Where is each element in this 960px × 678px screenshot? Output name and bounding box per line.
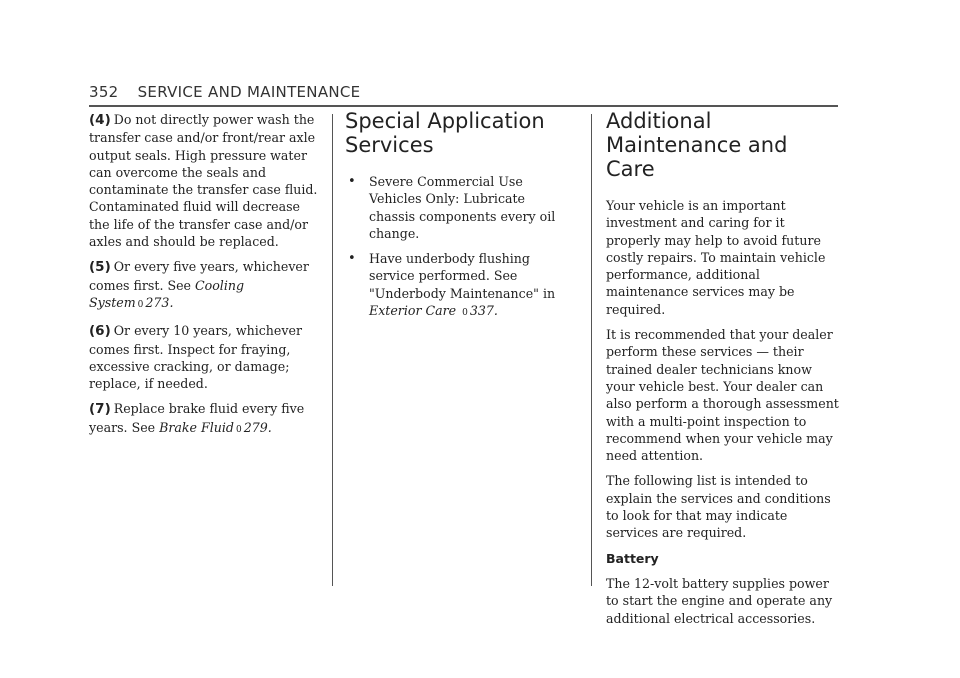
column-additional-care (606, 109, 842, 635)
paragraph: The following list is intended to explain the services and conditions to look for that may indicate services are required. (606, 473, 831, 541)
cross-reference-link[interactable]: Exterior Care (369, 303, 457, 319)
cross-reference-link[interactable]: Cooling System (89, 277, 245, 310)
note-7: (7) Replace brake fluid every five years. See Brake Fluid 0 279. (89, 401, 305, 435)
section-heading: Special Application Services (345, 109, 545, 157)
note-5: (5) Or every five years, whichever comes first. See Cooling System 0 273. (89, 259, 309, 310)
note-6: (6) Or every 10 years, whichever comes first. Inspect for fraying, excessive cracking, or damage; replace, if needed. (89, 323, 302, 392)
page-ref-number[interactable]: 279. (243, 419, 272, 435)
bullet-icon: • (348, 251, 356, 267)
page-ref-number[interactable]: 337. (469, 303, 498, 319)
column-divider (591, 114, 592, 586)
page-header (89, 83, 838, 101)
bullet-icon: • (348, 174, 356, 189)
page-ref-icon: 0 (462, 308, 468, 319)
section-title: SERVICE AND MAINTENANCE (137, 83, 361, 101)
subheading-battery: Battery (606, 550, 659, 566)
column-notes (89, 111, 324, 447)
paragraph: Your vehicle is an important investment and caring for it properly may help to avoid future costly repairs. To maintain vehicle performance, additional maintenance services may be required. (606, 198, 826, 317)
paragraph: The 12-volt battery supplies power to start the engine and operate any additional electrical accessories. (606, 575, 833, 626)
header-rule (89, 105, 838, 107)
page-number: 352 (89, 83, 119, 101)
bullet-list (345, 173, 571, 322)
column-divider (332, 114, 333, 586)
cross-reference-link[interactable]: Brake Fluid (159, 419, 234, 435)
note-4: (4) Do not directly power wash the transfer case and/or front/rear axle output seals. High pressure water can overcome the seals and contaminate the transfer case fluid. Contaminated fluid will decrease the life of the transfer case and/or axles and should be replaced. (89, 112, 318, 250)
paragraph: It is recommended that your dealer perform these services — their trained dealer technicians know your vehicle best. Your dealer can also perform a thorough assessment with a multi-point inspection to recommend when your vehicle may need attention. (606, 327, 839, 464)
page-ref-icon: 0 (235, 424, 242, 435)
page-ref-icon: 0 (137, 299, 144, 310)
page-ref-number[interactable]: 273. (145, 294, 174, 310)
column-special-services (345, 109, 571, 330)
list-item: • Have underbody flushing service performed. See "Underbody Maintenance" in Exterior Care 0 337. (348, 251, 556, 319)
section-heading: Additional Maintenance and Care (606, 109, 788, 181)
list-item: • Severe Commercial Use Vehicles Only: Lubricate chassis components every oil change. (348, 174, 556, 241)
